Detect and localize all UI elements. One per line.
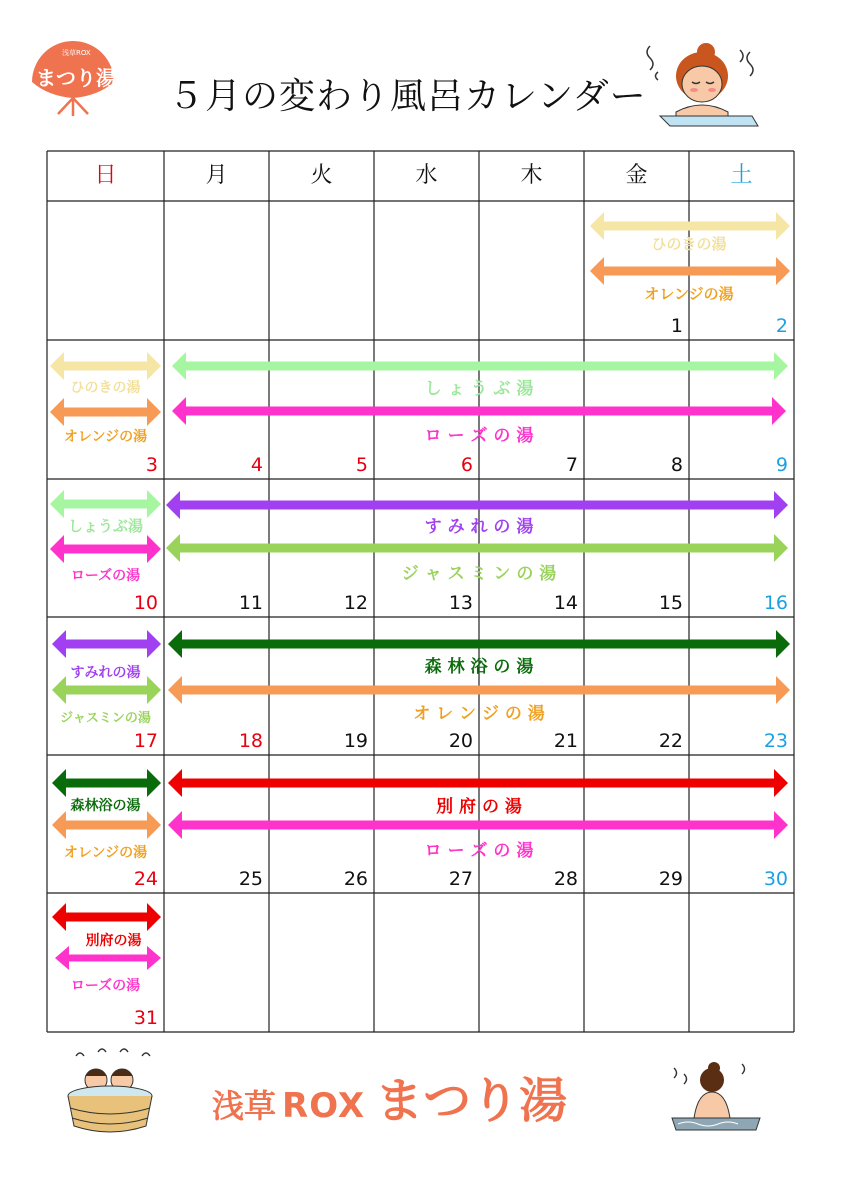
date-number: 13: [448, 592, 473, 614]
bath-label-beppu-w6: 別府の湯: [85, 933, 142, 949]
date-number: 9: [775, 454, 788, 476]
date-number: 24: [133, 868, 158, 890]
date-number: 15: [658, 592, 683, 614]
bath-label-jasmine-w4: ジャスミンの湯: [60, 711, 151, 726]
date-number: 10: [133, 592, 158, 614]
bath-label-hinoki-w1: ひのきの湯: [651, 235, 727, 253]
bath-label-shinrin-w4: 森 林 浴 の 湯: [424, 657, 534, 677]
date-number: 23: [763, 730, 788, 752]
date-number: 18: [238, 730, 263, 752]
date-number: 29: [658, 868, 683, 890]
date-number: 2: [775, 315, 788, 337]
date-number: 11: [238, 592, 263, 614]
bath-label-rose-w6: ローズの湯: [70, 978, 141, 994]
date-number: 3: [145, 454, 158, 476]
bather-back-illustration: [668, 1058, 764, 1134]
bathtub-couple-illustration: [62, 1048, 162, 1134]
page-title: ５月の変わり風呂カレンダー: [168, 76, 647, 117]
date-number: 20: [448, 730, 473, 752]
arrow-sumire: [52, 630, 161, 658]
footer-brand-logo: [212, 1062, 567, 1131]
bath-label-orange-w1: オレンジの湯: [644, 285, 734, 303]
arrow-beppu: [52, 903, 161, 931]
bath-label-shobu-w2: し ょ う ぶ 湯: [424, 379, 534, 399]
bath-label-rose-w2: ロ ー ズ の 湯: [424, 426, 534, 446]
date-number: 5: [355, 454, 368, 476]
date-number: 17: [133, 730, 158, 752]
date-number: 21: [553, 730, 578, 752]
arrow-orange: [52, 811, 161, 839]
arrow-orange: [590, 257, 790, 285]
weekday-5: 金: [625, 163, 648, 188]
bath-label-sumire-w4: すみれの湯: [70, 665, 141, 681]
bath-label-shobu-w3: しょうぶ湯: [67, 517, 143, 535]
arrow-hinoki: [50, 352, 161, 380]
date-number: 27: [448, 868, 473, 890]
date-number: 19: [343, 730, 368, 752]
arrow-orange: [50, 398, 161, 426]
date-number: 26: [343, 868, 368, 890]
bath-label-beppu-w5: 別 府 の 湯: [436, 797, 522, 817]
arrow-shobu: [50, 490, 161, 518]
weekday-2: 火: [310, 163, 333, 188]
bath-label-hinoki-w2: ひのきの湯: [70, 380, 141, 396]
date-number: 25: [238, 868, 263, 890]
bath-label-orange-w4: オ レ ン ジ の 湯: [413, 704, 545, 724]
date-number: 4: [250, 454, 263, 476]
date-number: 14: [553, 592, 578, 614]
arrow-jasmine: [166, 534, 788, 562]
weekday-0: 日: [94, 163, 117, 188]
bath-label-orange-w2: オレンジの湯: [63, 429, 148, 445]
logo-text: まつり湯: [36, 66, 116, 90]
date-number: 6: [460, 454, 473, 476]
date-number: 30: [763, 868, 788, 890]
bath-label-jasmine-w3: ジ ャ ス ミ ン の 湯: [401, 564, 557, 584]
bath-label-shinrin-w5: 森林浴の湯: [70, 798, 141, 814]
date-number: 28: [553, 868, 578, 890]
footer-brand-matsuriyu: まつり湯: [375, 1073, 568, 1129]
bath-label-sumire-w3: す み れ の 湯: [424, 517, 534, 537]
date-number: 1: [670, 315, 683, 337]
logo-small-text: 浅草ROX: [62, 49, 91, 57]
date-number: 12: [343, 592, 368, 614]
arrow-rose: [50, 535, 161, 563]
weekday-1: 月: [205, 163, 228, 188]
footer-brand-rox: ROX: [282, 1086, 366, 1126]
bath-label-rose-w5: ロ ー ズ の 湯: [424, 841, 534, 861]
date-number: 8: [670, 454, 683, 476]
weekday-6: 土: [730, 163, 753, 188]
weekday-4: 木: [520, 163, 543, 188]
weekday-3: 水: [415, 163, 438, 188]
footer-brand-asakusa: 浅草: [212, 1087, 277, 1125]
date-number: 31: [133, 1007, 158, 1029]
date-number: 22: [658, 730, 683, 752]
bath-label-orange-w5: オレンジの湯: [63, 845, 148, 861]
date-number: 7: [565, 454, 578, 476]
date-number: 16: [763, 592, 788, 614]
bath-label-rose-w3: ローズの湯: [70, 568, 141, 584]
arrow-shinrin: [52, 769, 161, 797]
